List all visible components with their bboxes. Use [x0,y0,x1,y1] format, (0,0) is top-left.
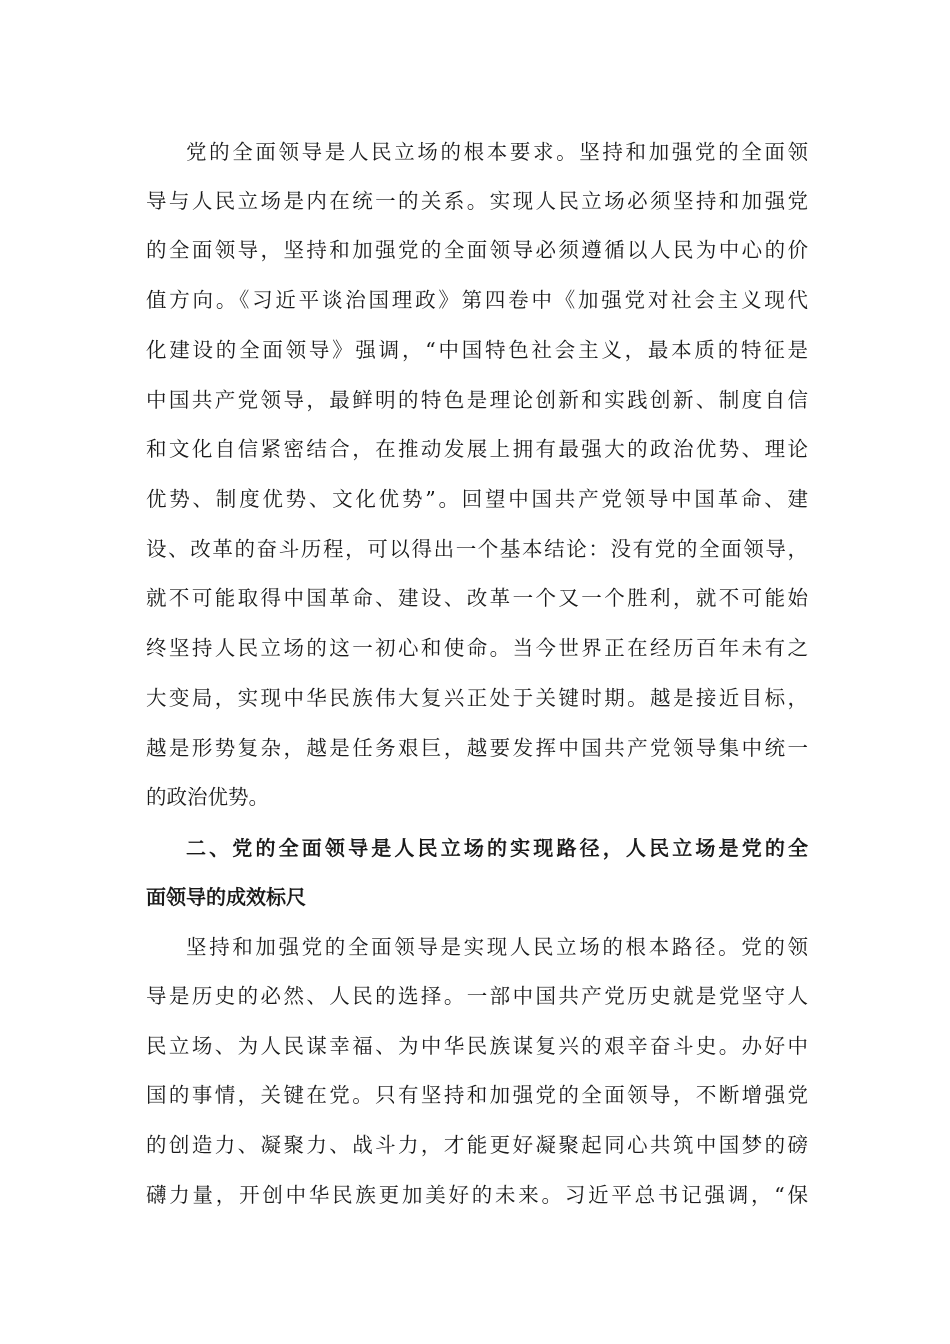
text-line: 终坚持人民立场的这一初心和使命。当今世界正在经历百年未有之 [146,636,808,660]
text-line: 党的全面领导是人民立场的根本要求。坚持和加强党的全面领 [186,140,808,164]
text-line: 的创造力、凝聚力、战斗力，才能更好凝聚起同心共筑中国梦的磅 [146,1133,808,1157]
text-line: 的全面领导，坚持和加强党的全面领导必须遵循以人民为中心的价 [146,238,808,262]
text-line: 值方向。《习近平谈治国理政》第四卷中《加强党对社会主义现代 [146,288,808,312]
text-line: 国的事情，关键在党。只有坚持和加强党的全面领导，不断增强党 [146,1083,808,1107]
text-line: 设、改革的奋斗历程，可以得出一个基本结论：没有党的全面领导， [146,537,808,561]
text-line: 的政治优势。 [146,785,269,809]
text-line: 导是历史的必然、人民的选择。一部中国共产党历史就是党坚守人 [146,984,808,1008]
text-line: 坚持和加强党的全面领导是实现人民立场的根本路径。党的领 [186,935,808,959]
heading-line: 二、党的全面领导是人民立场的实现路径，人民立场是党的全 [186,836,808,860]
text-line: 礴力量，开创中华民族更加美好的未来。习近平总书记强调，“保 [146,1183,808,1207]
text-line: 导与人民立场是内在统一的关系。实现人民立场必须坚持和加强党 [146,189,808,213]
text-line: 民立场、为人民谋幸福、为中华民族谋复兴的艰辛奋斗史。办好中 [146,1034,808,1058]
text-line: 优势、制度优势、文化优势”。回望中国共产党领导中国革命、建 [146,487,808,511]
text-line: 越是形势复杂，越是任务艰巨，越要发挥中国共产党领导集中统一 [146,736,808,760]
text-line: 就不可能取得中国革命、建设、改革一个又一个胜利，就不可能始 [146,586,808,610]
text-line: 化建设的全面领导》强调，“中国特色社会主义，最本质的特征是 [146,338,808,362]
text-line: 大变局，实现中华民族伟大复兴正处于关键时期。越是接近目标， [146,686,808,710]
heading-line: 面领导的成效标尺 [146,885,306,909]
text-line: 和文化自信紧密结合，在推动发展上拥有最强大的政治优势、理论 [146,437,808,461]
text-line: 中国共产党领导，最鲜明的特色是理论创新和实践创新、制度自信 [146,388,808,412]
